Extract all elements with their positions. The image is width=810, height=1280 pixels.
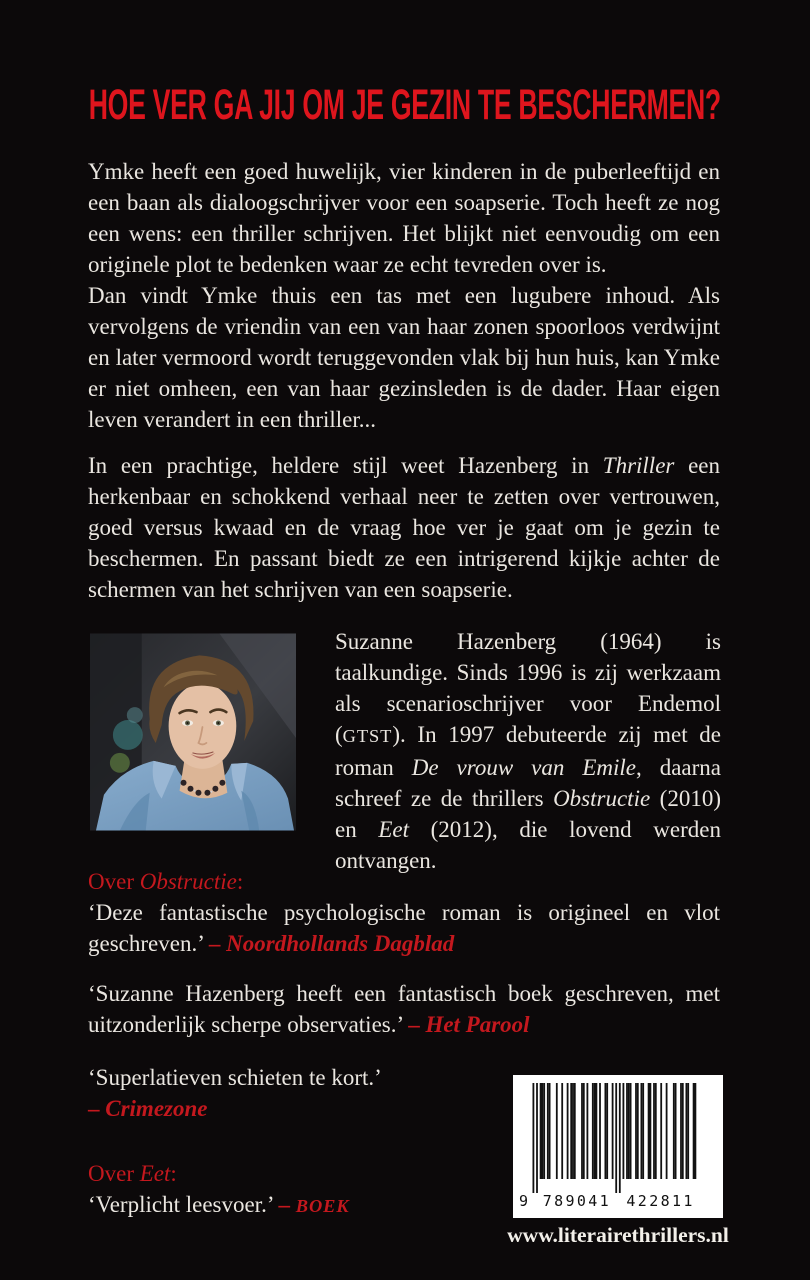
review-quote: ‘Verplicht leesvoer.’ – BOEK <box>88 1192 350 1217</box>
headline-row <box>0 81 810 129</box>
review-quote: ‘Superlatieven schieten te kort.’ – Crimezone <box>88 1065 382 1121</box>
review-obstructie-3 <box>88 1062 528 1124</box>
tagline-headline: HOE VER GA JIJ OM JE GEZIN TE BESCHERMEN? <box>88 81 722 129</box>
author-photo <box>90 633 296 831</box>
synopsis-block <box>88 156 720 435</box>
synopsis-paragraph-1: Ymke heeft een goed huwelijk, vier kinderen in de puberleeftijd en een baan als dialoogschrijver voor een soapserie. Toch heeft ze nog een wens: een thriller schrijven. Het blijkt niet eenvoudig om een originele plot te bedenken waar ze echt tevreden over is. <box>88 159 720 277</box>
review-quote: ‘Suzanne Hazenberg heeft een fantastisch boek geschreven, met uitzonderlijk scherpe observaties.’ – Het Parool <box>88 981 720 1037</box>
review-quote: ‘Deze fantastische psychologische roman is origineel en vlot geschreven.’ – Noordhollands Dagblad <box>88 900 720 956</box>
synopsis-paragraph-2: Dan vindt Ymke thuis een tas met een lugubere inhoud. Als vervolgens de vriendin van een van haar zonen spoorloos verdwijnt en later vermoord wordt teruggevonden vlak bij hun huis, kan Ymke er niet omheen, een van haar gezinsleden is de dader. Haar eigen leven verandert in een thriller... <box>88 283 720 432</box>
review-obstructie-2 <box>88 978 720 1040</box>
review-eet <box>88 1158 528 1222</box>
review-section-header: Over Obstructie: <box>88 869 244 894</box>
author-bio: Suzanne Hazenberg (1964) is taalkundige. Sinds 1996 is zij werkzaam als scenarioschrijver voor Endemol (GTST). In 1997 debuteerde zij met de roman De vrouw van Emile, daarna schreef ze de thrillers Obstructie (2010) en Eet (2012), die lovend werden ontvangen. <box>335 629 721 873</box>
author-portrait-graphic <box>90 633 296 831</box>
svg-text:422811: 422811 <box>626 1192 693 1210</box>
svg-text:9: 9 <box>518 1192 529 1210</box>
review-section-header: Over Eet: <box>88 1161 177 1186</box>
svg-text:789041: 789041 <box>542 1192 609 1210</box>
isbn-barcode <box>513 1075 723 1218</box>
review-obstructie-1 <box>88 866 720 959</box>
review-summary-paragraph: In een prachtige, heldere stijl weet Hazenberg in Thriller een herkenbaar en schokkend verhaal neer te zetten over vertrouwen, goed versus kwaad en de vraag hoe ver je gaat om je gezin te beschermen. En passant biedt ze een intrigerend kijkje achter de schermen van het schrijven van een soapserie. <box>88 453 720 602</box>
publisher-website: www.literairethrillers.nl <box>507 1223 729 1247</box>
barcode-bars <box>513 1075 723 1218</box>
